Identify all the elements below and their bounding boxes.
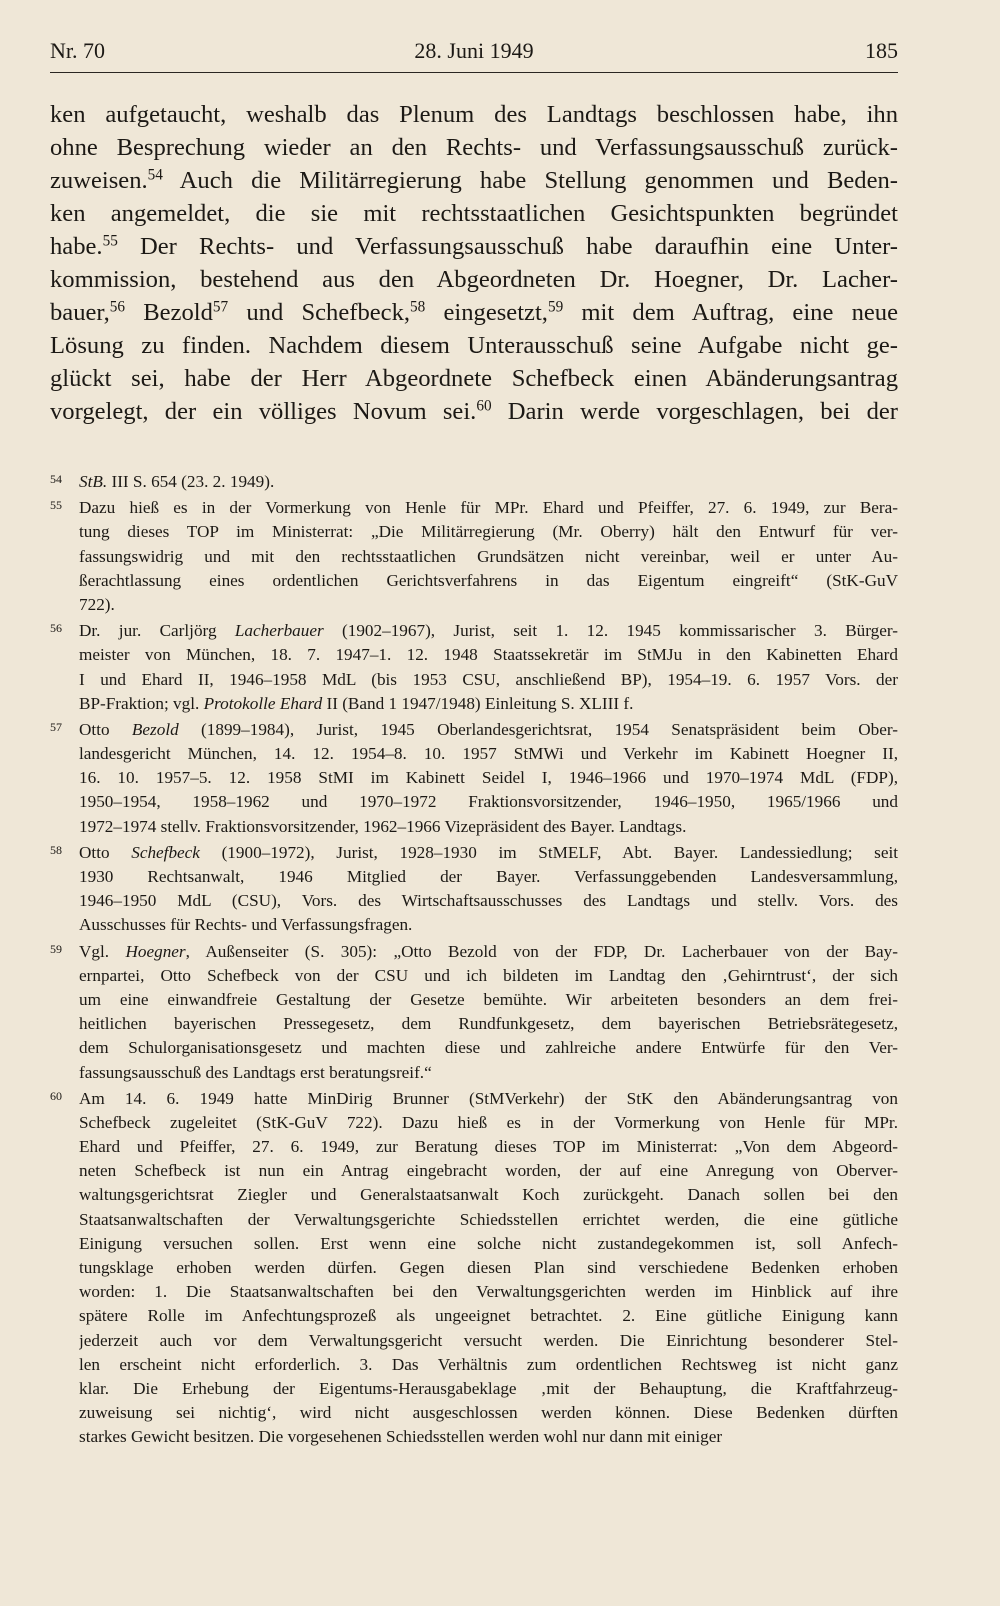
footnote [50, 496, 898, 617]
footnote-line [79, 1425, 898, 1449]
italic-run: Bezold [131, 719, 179, 739]
text-run: Dazu hieß es in der Vormerkung von Henle für MPr. Ehard und Pfeiffer, 27. 6. 1949, zur Bera- [79, 498, 898, 518]
italic-run: Hoegner [125, 941, 186, 961]
footnote [50, 841, 898, 938]
text-run: 722). [79, 594, 115, 614]
footnote-line [79, 964, 898, 988]
text-run: um eine einwandfreie Gestaltung der Gesetze bemühte. Wir arbeiteten besonders an dem frei- [79, 989, 898, 1009]
text-run: (1900–1972), Jurist, 1928–1930 im StMELF, Abt. Bayer. Landessiedlung; seit [199, 842, 898, 862]
footnote-number: 59 [50, 941, 62, 956]
text-run: (1902–1967), Jurist, seit 1. 12. 1945 kommissarischer 3. Bürger- [323, 621, 898, 641]
text-run: Staatsanwaltschaften der Verwaltungsgerichte Schiedsstellen errichtet werden, die eine gütliche [79, 1209, 898, 1229]
footnote-line [79, 1401, 898, 1425]
text-run: III S. 654 (23. 2. 1949). [107, 472, 275, 491]
text-run: 1972–1974 stellv. Fraktionsvorsitzender, 1962–1966 Vizepräsident des Bayer. Landtags. [79, 816, 687, 836]
text-line [50, 164, 898, 197]
footnote-ref: 58 [410, 298, 426, 316]
footnote-number: 57 [50, 719, 62, 734]
text-line [50, 131, 898, 164]
page-number: 185 [865, 38, 898, 63]
text-run: Lösung zu finden. Nachdem diesem Unterausschuß seine Aufgabe nicht ge- [50, 332, 898, 359]
text-run: ken angemeldet, die sie mit rechtsstaatlichen Gesichtspunkten begründet [50, 200, 898, 227]
footnote-line [79, 1377, 898, 1401]
text-run: , Außenseiter (S. 305): „Otto Bezold von der FDP, Dr. Lacherbauer von der Bay- [185, 941, 898, 961]
text-run: 16. 10. 1957–5. 12. 1958 StMI im Kabinett Seidel I, 1946–1966 und 1970–1974 MdL (FDP), [79, 768, 898, 788]
text-run: I und Ehard II, 1946–1958 MdL (bis 1953 CSU, anschließend BP), 1954–19. 6. 1957 Vors. der [79, 669, 898, 689]
text-run: Am 14. 6. 1949 hatte MinDirig Brunner (StMVerkehr) der StK den Abänderungsantrag von [79, 1088, 898, 1108]
footnote-line [79, 766, 898, 790]
footnote-line [79, 1329, 898, 1353]
footnote-line [79, 1208, 898, 1232]
text-run: starkes Gewicht besitzen. Die vorgesehenen Schiedsstellen werden wohl nur dann mit einiger [79, 1427, 723, 1447]
italic-run: Lacherbauer [234, 621, 324, 641]
footnote-ref: 59 [547, 298, 564, 316]
text-run: dem Schulorganisationsgesetz und machten diese und zahlreiche andere Entwürfe für den Ver- [79, 1038, 898, 1058]
text-run: bauer, [50, 299, 110, 326]
footnote [50, 470, 898, 494]
footnote-line [79, 1232, 898, 1256]
text-run: Darin werde vorgeschlagen, bei der [491, 398, 898, 425]
text-run: landesgericht München, 14. 12. 1954–8. 10. 1957 StMWi und Verkehr im Kabinett Hoegner II, [79, 744, 898, 764]
text-run: worden: 1. Die Staatsanwaltschaften bei den Verwaltungsgerichten werden im Hinblick auf ihre [79, 1282, 898, 1302]
italic-run: StB. [79, 472, 108, 491]
text-run: heitlichen bayerischen Pressegesetz, dem Rundfunkgesetz, dem bayerischen Betriebsrätegesetz, [79, 1014, 898, 1034]
text-run: Ausschusses für Rechts- und Verfassungsfragen. [79, 915, 413, 935]
footnote-line [79, 1280, 898, 1304]
text-run: zuweisen. [50, 167, 148, 194]
footnotes [50, 470, 898, 1452]
footnote-line [79, 1159, 898, 1183]
footnote-line [79, 1183, 898, 1207]
text-run: BP-Fraktion; vgl. [79, 693, 204, 713]
footnote [50, 940, 898, 1085]
footnote-line [79, 569, 898, 593]
footnote-line [79, 913, 898, 937]
document-date: 28. Juni 1949 [414, 38, 534, 63]
text-run: Auch die Militärregierung habe Stellung genommen und Beden- [162, 167, 898, 194]
footnote-line [79, 545, 898, 569]
text-run: fassungsausschuß des Landtags erst beratungsreif.“ [79, 1062, 432, 1082]
footnote-ref: 55 [102, 232, 118, 250]
text-run: ken aufgetaucht, weshalb das Plenum des Landtags beschlossen habe, ihn [50, 101, 898, 128]
text-run: ernpartei, Otto Schefbeck von der CSU und ich bildeten im Landtag den ‚Gehirntrust‘, der sich [79, 965, 898, 985]
footnote-number: 54 [50, 472, 62, 486]
footnote-line [79, 865, 898, 889]
main-text [50, 98, 898, 428]
footnote-line [79, 1087, 898, 1111]
running-header [50, 36, 898, 73]
text-run: meister von München, 18. 7. 1947–1. 12. 1948 Staatssekretär im StMJu in den Kabinetten Ehard [79, 645, 898, 665]
footnote-line [79, 1036, 898, 1060]
text-run: vorgelegt, der ein völliges Novum sei. [50, 398, 477, 425]
footnote-line [79, 718, 898, 742]
text-run: ohne Besprechung wieder an den Rechts- und Verfassungsausschuß zurück- [50, 134, 898, 161]
footnote-line [79, 1012, 898, 1036]
footnote-line [79, 643, 898, 667]
text-run: zuweisung sei nichtig‘, wird nicht ausgeschlossen werden können. Diese Bedenken dürften [79, 1403, 898, 1423]
footnote-line [79, 619, 898, 643]
text-run: Otto [79, 842, 132, 862]
text-run: tungsklage erhoben werden dürfen. Gegen diesen Plan sind verschiedene Bedenken erhoben [79, 1258, 898, 1277]
footnote-line [79, 841, 898, 865]
text-run: kommission, bestehend aus den Abgeordneten Dr. Hoegner, Dr. Lacher- [50, 266, 898, 293]
footnote-line [79, 668, 898, 692]
text-run: eingesetzt, [425, 299, 548, 326]
footnote-line [79, 988, 898, 1012]
text-run: jederzeit auch vor dem Verwaltungsgericht versucht werden. Die Einrichtung besonderer Stel- [79, 1330, 898, 1350]
text-run: ßerachtlassung eines ordentlichen Gerichtsverfahrens in das Eigentum eingreift“ (StK-GuV [79, 570, 898, 590]
document-number: Nr. 70 [50, 38, 105, 63]
text-run: 1930 Rechtsanwalt, 1946 Mitglied der Bayer. Verfassunggebenden Landesversammlung, [79, 867, 898, 886]
text-line [50, 296, 898, 329]
footnote [50, 619, 898, 716]
text-run: Der Rechts- und Verfassungsausschuß habe daraufhin eine Unter- [117, 233, 898, 260]
footnote-line [79, 593, 898, 617]
text-run: Vgl. [79, 941, 126, 961]
footnote-line [79, 470, 898, 494]
text-run: tung dieses TOP im Ministerrat: „Die Militärregierung (Mr. Oberry) hält den Entwurf für ver- [79, 522, 898, 542]
text-run: 1950–1954, 1958–1962 und 1970–1972 Fraktionsvorsitzender, 1946–1950, 1965/1966 und [79, 792, 898, 812]
footnote-ref: 54 [147, 166, 163, 184]
footnote-line [79, 1353, 898, 1377]
footnote-line [79, 1061, 898, 1085]
footnote-line [79, 790, 898, 814]
text-run: (1899–1984), Jurist, 1945 Oberlandesgerichtsrat, 1954 Senatspräsident beim Ober- [178, 719, 898, 739]
footnote-line [79, 496, 898, 520]
text-run: spätere Rolle im Anfechtungsprozeß als ungeeignet betrachtet. 2. Eine gütliche Einigung kann [79, 1306, 898, 1326]
text-run: II (Band 1 1947/1948) Einleitung S. XLIII f. [322, 693, 634, 713]
footnote-ref: 57 [212, 298, 229, 316]
text-line [50, 197, 898, 230]
italic-run: Protokolle Ehard [203, 693, 323, 713]
text-run: Dr. jur. Carljörg [79, 621, 235, 641]
text-run: glückt sei, habe der Herr Abgeordnete Schefbeck einen Abänderungsantrag [50, 365, 898, 392]
footnote-number: 60 [50, 1088, 62, 1103]
text-line [50, 230, 898, 263]
footnote-ref: 60 [476, 397, 492, 415]
footnote [50, 718, 898, 839]
text-run: klar. Die Erhebung der Eigentums-Herausgabeklage ‚mit der Behauptung, die Kraftfahrzeug- [79, 1378, 898, 1398]
footnote-line [79, 1135, 898, 1159]
footnote-number: 55 [50, 498, 62, 513]
text-line [50, 263, 898, 296]
text-run: fassungswidrig und mit den rechtsstaatlichen Grundsätzen nicht vereinbar, weil er unter Au- [79, 546, 898, 566]
footnote-line [79, 1304, 898, 1328]
text-run: 1946–1950 MdL (CSU), Vors. des Wirtschaftsausschusses des Landtags und stellv. Vors. des [79, 891, 898, 911]
footnote [50, 1087, 898, 1450]
text-line [50, 395, 898, 428]
footnote-line [79, 520, 898, 544]
footnote-number: 56 [50, 621, 62, 636]
footnote-line [79, 889, 898, 913]
footnote-line [79, 1256, 898, 1280]
text-line [50, 362, 898, 395]
footnote-number: 58 [50, 842, 62, 857]
footnote-line [79, 742, 898, 766]
text-line [50, 329, 898, 362]
text-run: len erscheint nicht erforderlich. 3. Das Verhältnis zum ordentlichen Rechtsweg ist nicht ganz [79, 1354, 898, 1374]
text-run: Ehard und Pfeiffer, 27. 6. 1949, zur Beratung dieses TOP im Ministerrat: „Von dem Abgeord- [79, 1137, 898, 1157]
text-run: waltungsgerichtsrat Ziegler und Generalstaatsanwalt Koch zurückgeht. Danach sollen bei den [79, 1185, 898, 1205]
text-run: Otto [79, 719, 132, 739]
text-run: und Schefbeck, [228, 299, 411, 326]
text-run: Einigung versuchen sollen. Erst wenn eine solche nicht zustandegekommen ist, soll Anfech- [79, 1233, 898, 1253]
text-run: habe. [50, 233, 103, 260]
footnote-ref: 56 [109, 298, 126, 316]
text-run: mit dem Auftrag, eine neue [563, 299, 898, 326]
footnote-line [79, 940, 898, 964]
text-run: Schefbeck zugeleitet (StK-GuV 722). Dazu hieß es in der Vormerkung von Henle für MPr. [79, 1112, 898, 1132]
footnote-line [79, 692, 898, 716]
text-run: neten Schefbeck ist nun ein Antrag eingebracht worden, der auf eine Anregung von Oberver- [79, 1161, 898, 1181]
italic-run: Schefbeck [131, 842, 200, 862]
text-line [50, 98, 898, 131]
text-run: Bezold [125, 299, 213, 326]
footnote-line [79, 815, 898, 839]
footnote-line [79, 1111, 898, 1135]
